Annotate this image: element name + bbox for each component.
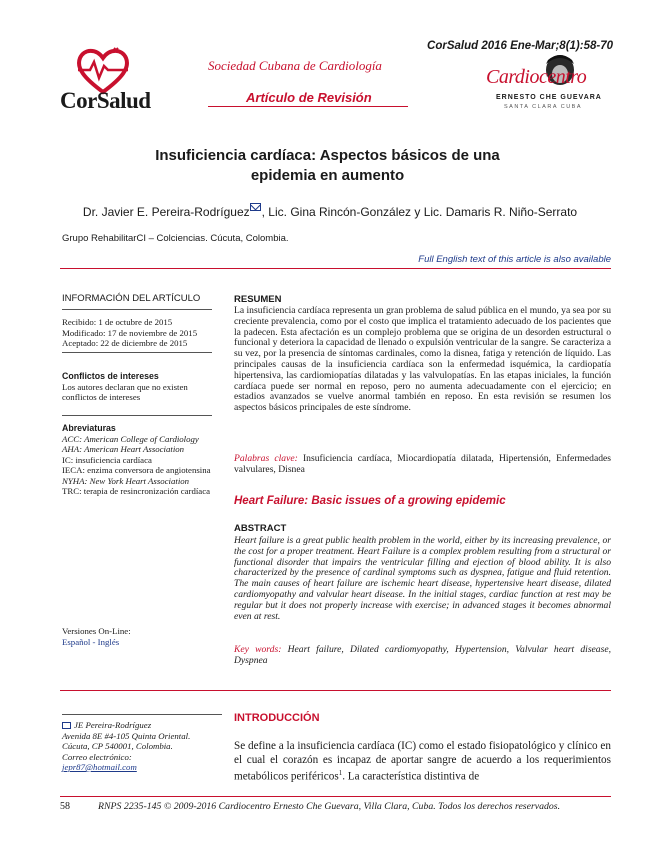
resumen-heading: RESUMEN [234, 294, 282, 305]
corr-email-label: Correo electrónico: [62, 751, 132, 762]
cardiocentro-script: Cardiocentro [486, 66, 587, 88]
resumen-keywords [234, 454, 611, 476]
authors [50, 203, 610, 219]
abbreviation-item: AHA: American Heart Association [62, 444, 185, 454]
cardiocentro-logo [460, 56, 620, 126]
intro-text-part-2: . La característica distintiva de [342, 770, 480, 783]
conflicts-heading: Conflictos de intereses [62, 371, 159, 381]
abstract-keywords [234, 645, 611, 667]
article-type: Artículo de Revisión [246, 90, 372, 105]
abbreviations-block [62, 423, 222, 497]
other-authors: , Lic. Gina Rincón-González y Lic. Damaris R. Niño-Serrato [261, 205, 578, 219]
logo-wordmark: CorSalud [60, 88, 151, 113]
accepted-date: Aceptado: 22 de diciembre de 2015 [62, 338, 188, 348]
divider [62, 309, 212, 310]
title-line-1: Insuficiencia cardíaca: Aspectos básicos de una [155, 147, 500, 164]
keywords-label: Key words: [234, 644, 282, 655]
correspondence-divider [62, 714, 222, 715]
abstract-text: Heart failure is a great public health problem in the world, either by its increasing prevalence, or the cost for a proper treatment. Heart Failure is a complex problem resulting from a structural or functional disorder that impairs the ventricular filling and ejection of blood ability. It is also characterized by the presence of cardinal symptoms such as dyspnea, fatigue and fluid retention. The main causes of heart failure are ischemic heart disease, hypertensive heart disease, dilated cardiomyopathy and valvular heart disease. In the initial stages, cardiac function at rest may be regular but it does not properly increase with exercise; in advanced stages it becomes abnormal even at rest. [234, 535, 611, 622]
corr-address-1: Avenida 8E #4-105 Quinta Oriental. [62, 730, 191, 741]
corsalud-logo [60, 46, 160, 118]
mail-icon [62, 722, 71, 729]
article-title [100, 146, 555, 186]
keywords-text: Heart failure, Dilated cardiomyopathy, Hypertension, Valvular heart disease, Dyspnea [234, 644, 611, 666]
english-title: Heart Failure: Basic issues of a growing epidemic [234, 495, 506, 507]
introduction-heading: INTRODUCCIÓN [234, 712, 320, 724]
corr-address-2: Cúcuta, CP 540001, Colombia. [62, 741, 173, 751]
mail-icon[interactable] [250, 203, 261, 211]
abbreviation-item: TRC: terapia de resincronización cardíaca [62, 486, 211, 496]
keywords-text: Insuficiencia cardíaca, Miocardiopatía dilatada, Hipertensión, Enfermedades valvulares, Disnea [234, 453, 611, 475]
versions-block [62, 626, 222, 647]
introduction-text [234, 740, 611, 784]
corr-name: JE Pereira-Rodríguez [74, 720, 152, 730]
abbreviation-item: IECA: enzima conversora de angiotensina [62, 465, 211, 475]
keywords-label: Palabras clave: [234, 453, 298, 464]
correspondence [62, 720, 227, 773]
article-type-rule [208, 106, 408, 107]
copyright-footer: RNPS 2235-145 © 2009-2016 Cardiocentro Ernesto Che Guevara, Villa Clara, Cuba. Todos los derechos reservados. [98, 801, 561, 812]
page-number: 58 [60, 801, 70, 812]
footer-divider [60, 796, 611, 797]
divider [62, 352, 212, 353]
title-line-2: epidemia en aumento [250, 167, 405, 184]
modified-date: Modificado: 17 de noviembre de 2015 [62, 327, 198, 338]
article-info-heading: INFORMACIÓN DEL ARTÍCULO [62, 293, 201, 304]
versions-link[interactable]: Español - Inglés [62, 636, 120, 647]
section-divider [60, 690, 611, 691]
header-divider [60, 268, 611, 269]
abbreviation-item: ACC: American College of Cardiology [62, 433, 199, 444]
abbreviation-item: IC: insuficiencia cardíaca [62, 454, 152, 465]
society-name: Sociedad Cubana de Cardiología [208, 58, 382, 73]
reference-marker[interactable]: 1 [338, 769, 343, 777]
received-date: Recibido: 1 de octubre de 2015 [62, 317, 173, 327]
resumen-text: La insuficiencia cardíaca representa un gran problema de salud pública en el mundo, ya sea por su creciente prevalencia, como por el costo que implica el tratamiento adecuado de los pacientes que la padecen. Esta afectación es un complejo problema que se origina de un desorden estructural o funcional y deteriora la capacidad de llenado o expulsión ventricular de la sangre. Se caracteriza a su vez, por la presencia de síntomas cardinales, como la disnea, fatiga y retención de líquido. Las principales causas de la insuficiencia cardíaca son la enfermedad isquémica, la cardiopatía hipertensiva, las cardiomiopatías dilatadas y las valvulopatías. En las etapas iniciales, la función cardíaca puede ser normal en reposo, pero no aumenta adecuadamente con el ejercicio; en estadios avanzados se vuelve anormal también en reposo. En esta revisión se resumen los aspectos básicos principales de este síndrome. [234, 305, 611, 414]
cardiocentro-name: ERNESTO CHE GUEVARA [496, 94, 602, 101]
abbreviations-heading: Abreviaturas [62, 423, 116, 433]
conflicts-text: Los autores declaran que no existen conflictos de intereses [62, 381, 188, 402]
conflicts-block [62, 371, 222, 403]
affiliation: Grupo RehabilitarCI – Colciencias. Cúcuta, Colombia. [62, 233, 289, 244]
abstract-heading: ABSTRACT [234, 523, 287, 534]
english-available-link[interactable]: Full English text of this article is also available [418, 254, 611, 265]
dates-block [62, 317, 222, 349]
abbreviation-item: NYHA: New York Heart Association [62, 475, 190, 486]
journal-citation: CorSalud 2016 Ene-Mar;8(1):58-70 [427, 40, 613, 52]
divider [62, 415, 212, 416]
versions-label: Versiones On-Line: [62, 626, 131, 636]
first-author: Dr. Javier E. Pereira-Rodríguez [82, 205, 250, 219]
corr-email-link[interactable]: jepr87@hotmail.com [62, 762, 137, 772]
cardiocentro-place: SANTA CLARA CUBA [504, 104, 582, 110]
intro-text-part-1: Se define a la insuficiencia cardíaca (IC) como el estado fisiopatológico y clínico en el cual el corazón es incapaz de aportar sangre de acuerdo a los requerimientos metabólicos periféricos [234, 740, 611, 783]
